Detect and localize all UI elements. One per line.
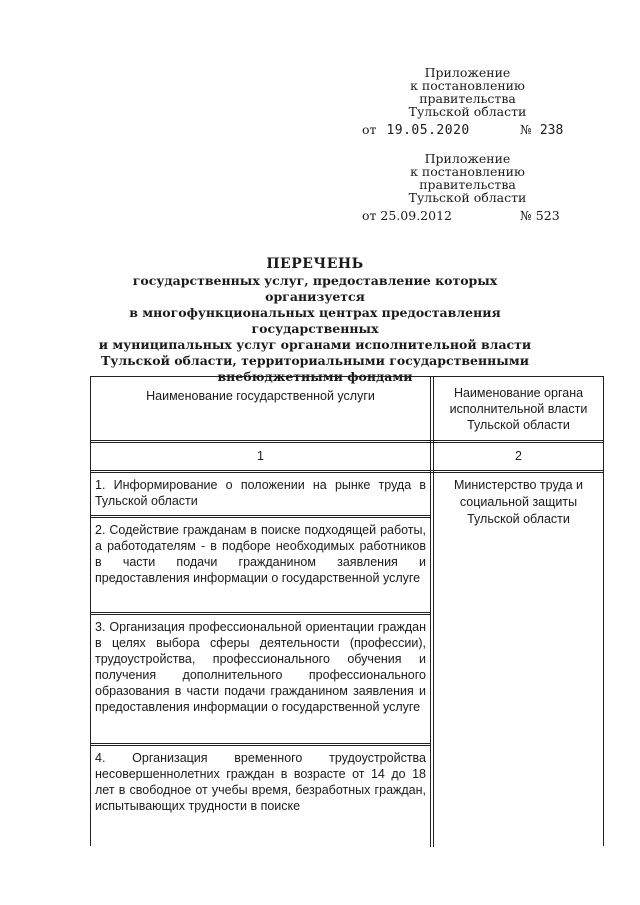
- subtitle-line: в многофункциональных центрах предоставления государственных: [129, 305, 501, 336]
- subtitle-line: Тульской области, территориальными государственными: [101, 353, 529, 368]
- authority-line: Министерство труда и: [454, 478, 583, 492]
- annex-current-number: [520, 122, 563, 138]
- header-line: Наименование органа: [453, 386, 584, 400]
- document-subtitle: [90, 273, 540, 385]
- subtitle-line: и муниципальных услуг органами исполнительной власти: [98, 337, 532, 352]
- service-item: 1. Информирование о положении на рынке труда в Тульской области: [95, 478, 426, 508]
- annex-title: Приложение: [424, 151, 511, 166]
- authority-line: Тульской области: [467, 512, 570, 526]
- annex-header-original: [360, 152, 575, 204]
- column-number-1: 1: [257, 449, 264, 463]
- service-item: 3. Организация профессиональной ориентации граждан в целях выбора сферы деятельности (профессии), трудоустройства, профессионального обучения и получения дополнительного профессионального образования в части подачи гражданином заявления и предоставления информации о государственной услуге: [95, 620, 426, 714]
- subtitle-line: внебюджетными фондами: [217, 369, 413, 384]
- annex-region: Тульской области: [408, 190, 527, 205]
- document-title: ПЕРЕЧЕНЬ: [266, 256, 364, 272]
- document-heading: [90, 256, 540, 385]
- annex-region: Тульской области: [408, 104, 527, 119]
- authority-line: социальной защиты: [459, 495, 578, 509]
- header-line: Тульской области: [467, 418, 570, 432]
- row-divider: [91, 515, 430, 516]
- subtitle-line: государственных услуг, предоставление которых организуется: [132, 273, 498, 304]
- number-value: 238: [539, 123, 564, 138]
- annex-current-date: [362, 122, 470, 138]
- date-value: 19.05.2020: [386, 123, 470, 138]
- annex-reference: к постановлению правительства: [410, 78, 525, 106]
- annex-original-date: от 25.09.2012: [362, 208, 452, 223]
- service-item: 4. Организация временного трудоустройства несовершеннолетних граждан в возрасте от 14 до 18 лет в свободное от учебы время, безработных граждан, испытывающих трудности в поиске: [95, 751, 426, 813]
- header-line: исполнительной власти: [449, 402, 588, 416]
- column-number-2: 2: [515, 449, 522, 463]
- date-prefix: от: [362, 122, 377, 137]
- services-table: [90, 376, 604, 846]
- column-header-service: Наименование государственной услуги: [146, 389, 375, 403]
- service-item: 2. Содействие гражданам в поиске подходящей работы, а работодателям - в подборе необходимых работников в части подачи гражданином заявления и предоставления информации о государственной услуге: [95, 523, 426, 585]
- row-divider: [91, 743, 430, 744]
- column-header-authority: [434, 377, 603, 440]
- number-label: №: [520, 122, 532, 137]
- annex-header-current: [360, 66, 575, 118]
- row-divider: [91, 612, 430, 613]
- authority-cell: [434, 473, 603, 528]
- annex-title: Приложение: [424, 65, 511, 80]
- annex-original-number: № 523: [520, 208, 560, 223]
- annex-reference: к постановлению правительства: [410, 164, 525, 192]
